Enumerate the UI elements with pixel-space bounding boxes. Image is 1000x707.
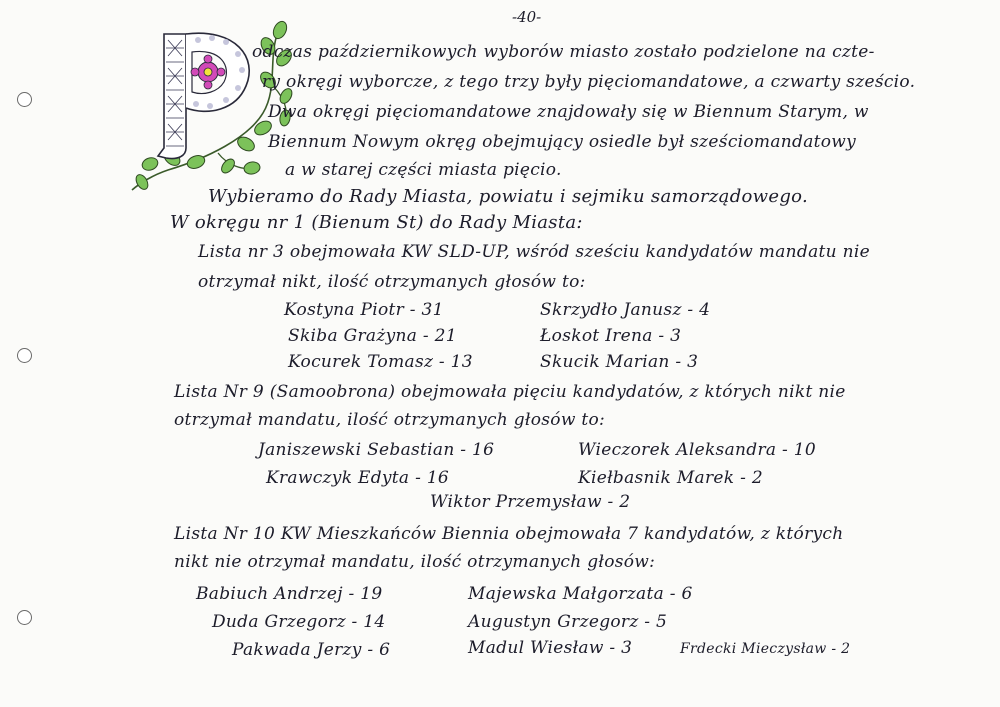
candidate-entry: Pakwada Jerzy - 6 xyxy=(232,640,391,660)
candidate-entry: Skrzydło Janusz - 4 xyxy=(540,300,711,320)
list-intro: otrzymał nikt, ilość otrzymanych głosów to: xyxy=(198,272,586,292)
candidate-entry: Wiktor Przemysław - 2 xyxy=(430,492,631,512)
binder-hole-top xyxy=(17,92,32,107)
candidate-entry: Janiszewski Sebastian - 16 xyxy=(258,440,495,460)
candidate-entry: Duda Grzegorz - 14 xyxy=(212,612,386,632)
candidate-entry: Babiuch Andrzej - 19 xyxy=(196,584,383,604)
candidate-entry: Kocurek Tomasz - 13 xyxy=(288,352,473,372)
page-number: -40- xyxy=(512,8,542,26)
list-intro: Lista nr 3 obejmowała KW SLD-UP, wśród sześciu kandydatów mandatu nie xyxy=(198,242,870,262)
candidate-entry: Madul Wiesław - 3 xyxy=(468,638,633,658)
candidate-entry: Kostyna Piotr - 31 xyxy=(284,300,444,320)
candidate-entry-note: Frdecki Mieczysław - 2 xyxy=(680,641,851,657)
candidate-entry: Skucik Marian - 3 xyxy=(540,352,699,372)
paragraph-line: a w starej części miasta pięcio. xyxy=(285,160,562,180)
paragraph-line: ry okręgi wyborcze, z tego trzy były pięciomandatowe, a czwarty sześcio. xyxy=(262,72,916,92)
candidate-entry: Majewska Małgorzata - 6 xyxy=(468,584,693,604)
binder-hole-middle xyxy=(17,348,32,363)
list-intro: Lista Nr 9 (Samoobrona) obejmowała pięciu kandydatów, z których nikt nie xyxy=(174,382,846,402)
paragraph-line: odczas październikowych wyborów miasto zostało podzielone na czte- xyxy=(252,42,875,62)
candidate-entry: Skiba Grażyna - 21 xyxy=(288,326,457,346)
candidate-entry: Kiełbasnik Marek - 2 xyxy=(578,468,763,488)
paragraph-line: Biennum Nowym okręg obejmujący osiedle był sześciomandatowy xyxy=(268,132,857,152)
list-intro: nikt nie otrzymał mandatu, ilość otrzymanych głosów: xyxy=(174,552,656,572)
list-intro: otrzymał mandatu, ilość otrzymanych głosów to: xyxy=(174,410,606,430)
heading-district: W okręgu nr 1 (Bienum St) do Rady Miasta: xyxy=(170,212,583,233)
candidate-entry: Augustyn Grzegorz - 5 xyxy=(468,612,668,632)
list-intro: Lista Nr 10 KW Mieszkańców Biennia obejmowała 7 kandydatów, z których xyxy=(174,524,844,544)
paragraph-line: Dwa okręgi pięciomandatowe znajdowały się w Biennum Starym, w xyxy=(268,102,869,122)
candidate-entry: Wieczorek Aleksandra - 10 xyxy=(578,440,816,460)
candidate-entry: Krawczyk Edyta - 16 xyxy=(266,468,450,488)
binder-hole-bottom xyxy=(17,610,32,625)
heading-election: Wybieramo do Rady Miasta, powiatu i sejmiku samorządowego. xyxy=(208,186,808,207)
candidate-entry: Łoskot Irena - 3 xyxy=(540,326,682,346)
